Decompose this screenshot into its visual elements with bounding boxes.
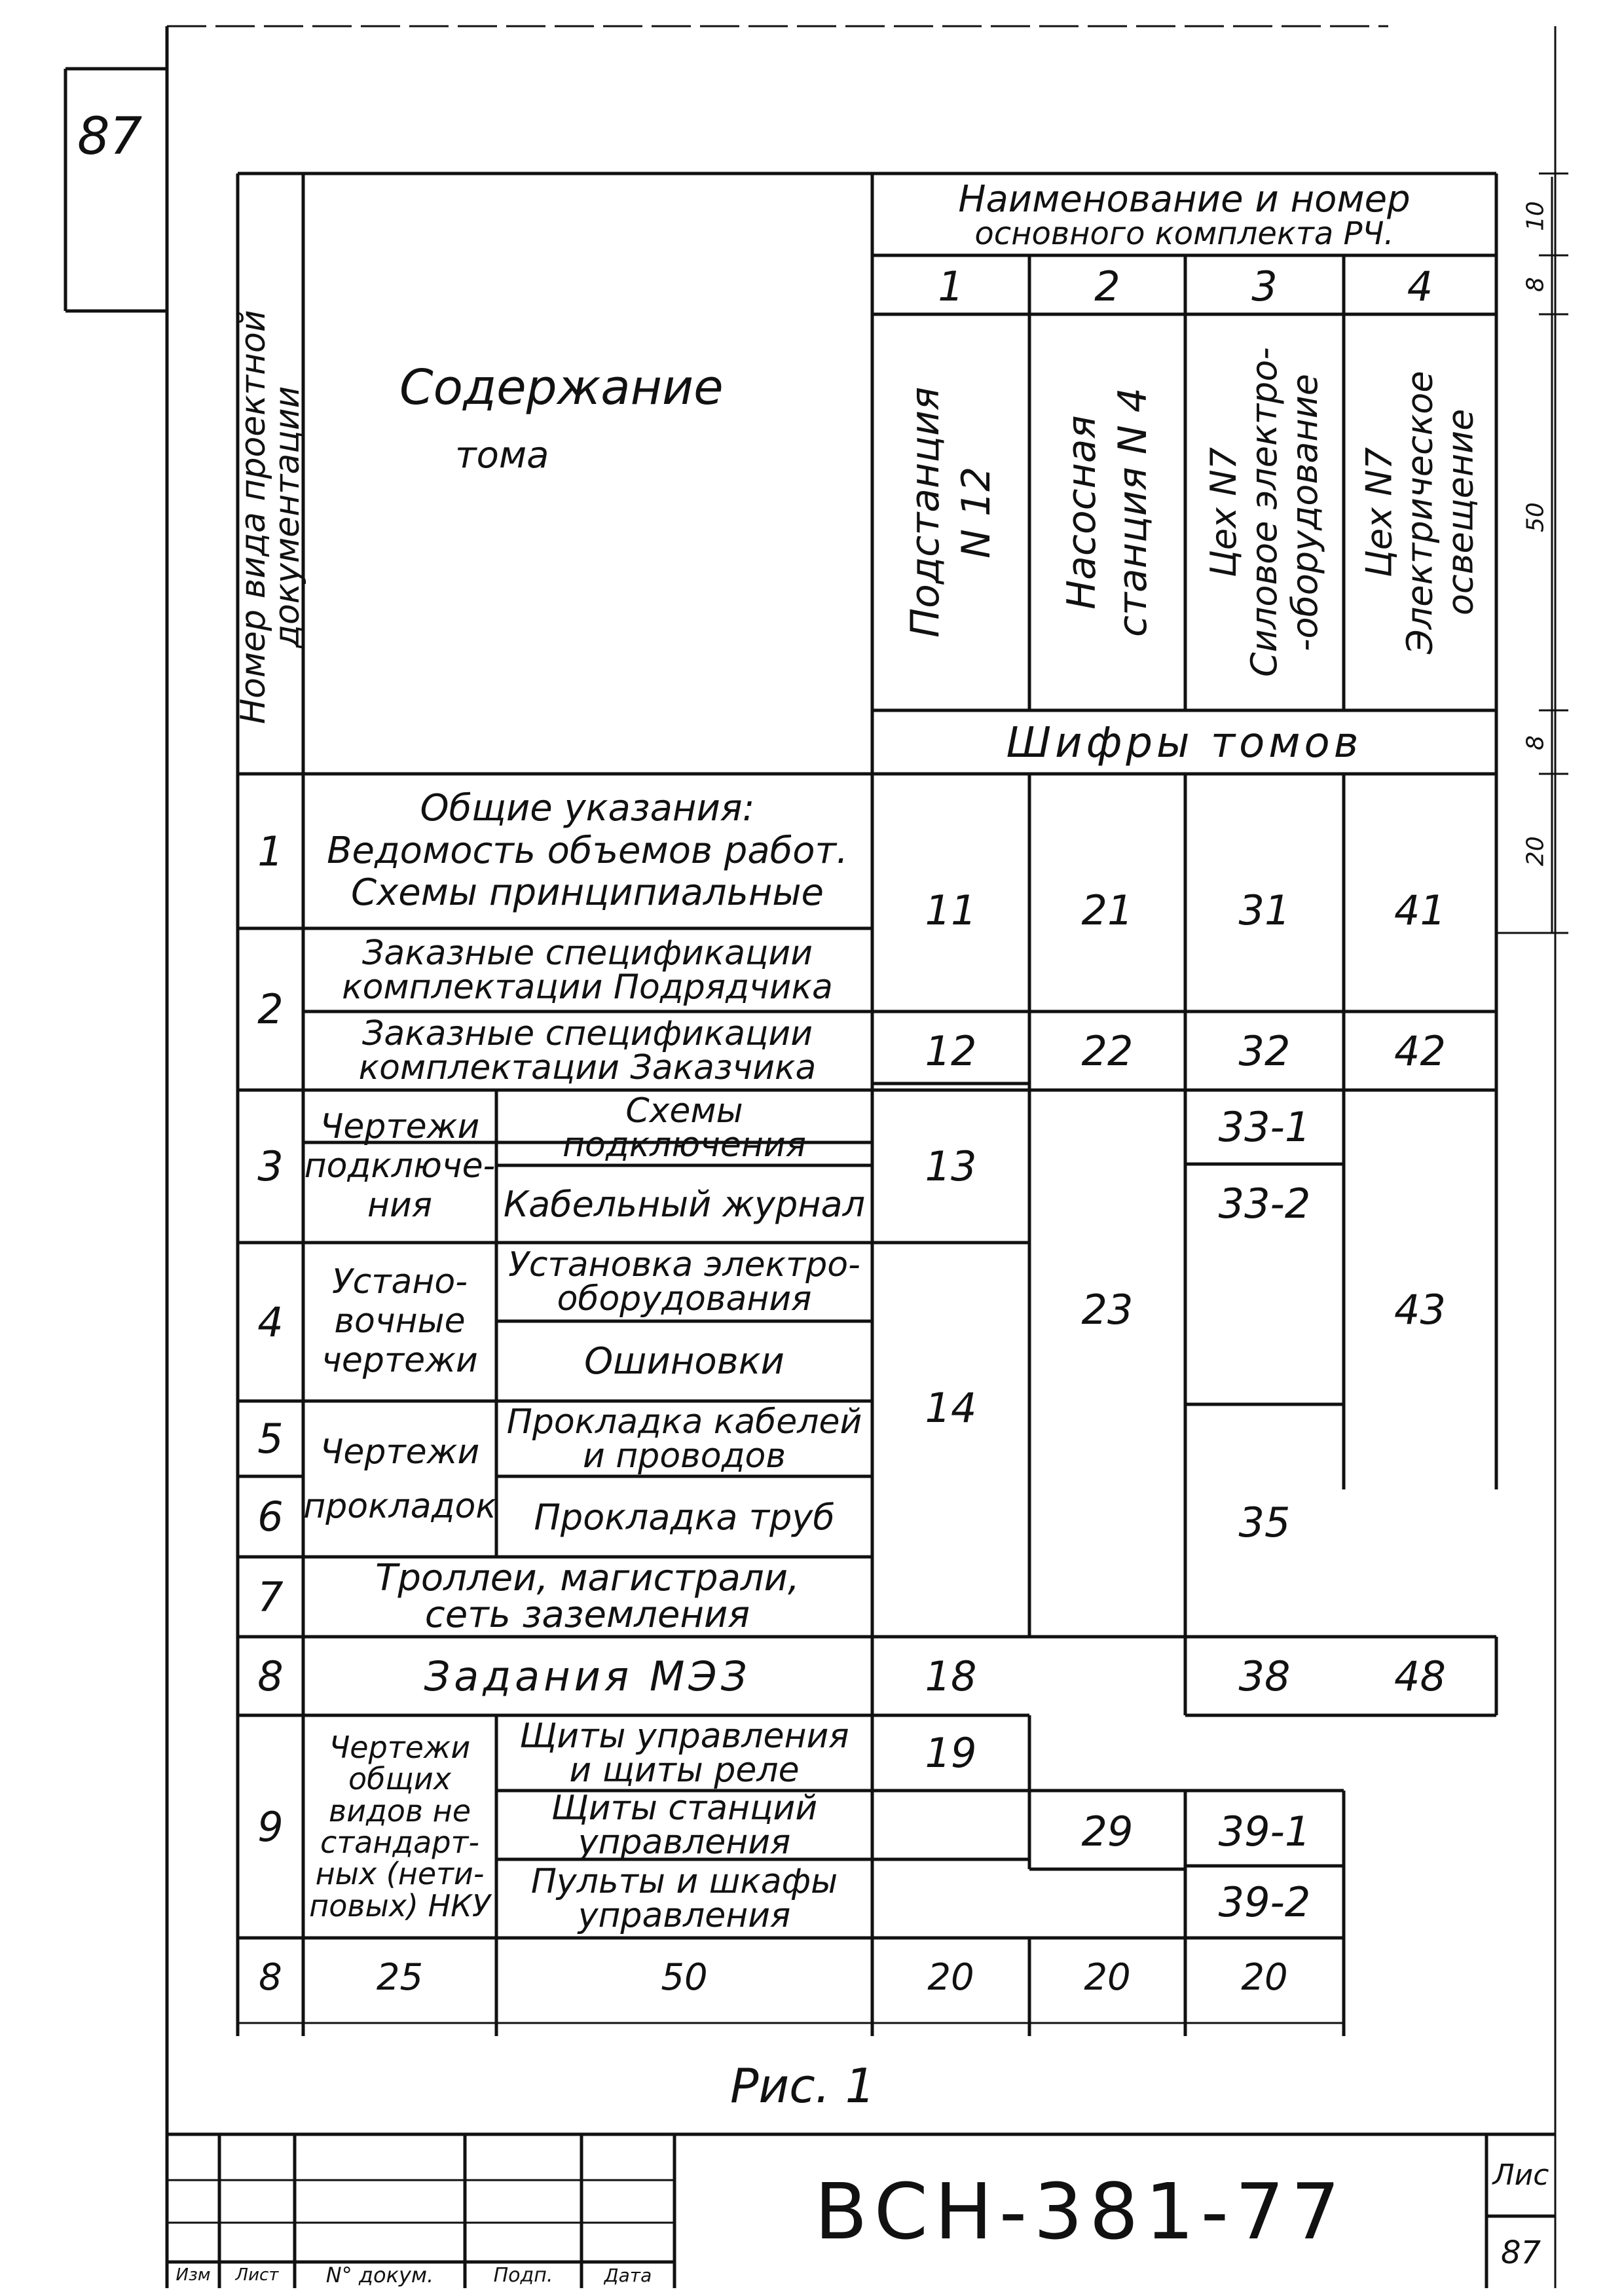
row-2a-line-2: комплектации Подрядчика: [342, 968, 833, 1007]
set-number-1: 1: [938, 263, 964, 310]
code-13: 13: [925, 1142, 977, 1190]
row-2b-line-1: Заказные спецификации: [362, 1014, 813, 1053]
dim-right-50: 50: [1522, 502, 1549, 532]
row-9-group-line-3: видов не: [328, 1793, 471, 1829]
dim-bottom-50: 50: [661, 1956, 708, 1999]
row-3-sub-1-line-1: Схемы: [625, 1091, 743, 1131]
row-8-text: Задания МЭЗ: [424, 1652, 751, 1700]
page-number: 87: [77, 107, 143, 166]
row-9-sub-2-line-2: управления: [578, 1823, 791, 1862]
content-label-2: тома: [455, 434, 549, 477]
row-7-num: 7: [257, 1573, 284, 1621]
group-title-line-2: основного комплекта РЧ.: [974, 215, 1394, 252]
row-9-sub-2: [496, 1789, 872, 1862]
code-48: 48: [1394, 1652, 1446, 1700]
row-8-num: 8: [257, 1652, 284, 1700]
code-39-2: 39-2: [1218, 1878, 1311, 1926]
set-2-line-1: Насосная: [1059, 415, 1105, 610]
code-23: 23: [1081, 1285, 1134, 1334]
row-9-sub-3-line-1: Пульты и шкафы: [530, 1862, 838, 1901]
row-9-sub-3: [496, 1861, 872, 1937]
code-18: 18: [925, 1652, 977, 1700]
set-name-1: [874, 318, 1027, 707]
dim-bottom-25: 25: [376, 1956, 424, 1999]
code-29: 29: [1081, 1808, 1134, 1855]
row-9-sub-1: [496, 1717, 872, 1790]
row-6-num: 6: [257, 1493, 284, 1540]
dim-bottom-20c: 20: [1241, 1956, 1288, 1999]
code-31: 31: [1238, 886, 1291, 934]
group-title: [872, 175, 1496, 255]
row-4-group: [303, 1244, 496, 1400]
code-22: 22: [1081, 1027, 1134, 1075]
set-name-2: [1031, 318, 1183, 707]
row-9-group-line-5: ных (нети-: [315, 1856, 485, 1892]
row-1-line-3: Схемы принципиальные: [350, 871, 824, 915]
dim-right-20: 20: [1522, 836, 1549, 866]
code-21: 21: [1081, 886, 1134, 934]
col-doc-type-line-1: Номер вида проектной: [234, 310, 273, 725]
set-1-line-2: N 12: [953, 466, 999, 558]
row-3-group-line-2: подключе-: [304, 1146, 496, 1186]
row-9-group-line-6: повых) НКУ: [309, 1887, 490, 1923]
sheet-label: Лис: [1492, 2158, 1549, 2192]
row-5-6-group: [303, 1404, 496, 1555]
set-number-4: 4: [1407, 263, 1433, 310]
set-number-2: 2: [1094, 263, 1120, 310]
content-label: Содержание: [399, 359, 724, 416]
row-3-sub-1: [496, 1092, 872, 1164]
row-3-sub-2: Кабельный журнал: [503, 1183, 866, 1225]
dim-right-10: 10: [1522, 201, 1549, 231]
row-6-group-label: прокладок: [303, 1487, 496, 1526]
row-9-group-line-2: общих: [348, 1761, 451, 1797]
row-2b-text: [305, 1013, 870, 1089]
set-3-line-2: Силовое электро-: [1243, 347, 1285, 678]
row-3-group-line-3: ния: [367, 1185, 433, 1225]
row-3-group-line-1: Чертежи: [320, 1107, 480, 1147]
row-4-group-line-3: чертежи: [322, 1340, 478, 1380]
row-9-sub-1-line-1: Щиты управления: [519, 1717, 849, 1756]
set-4-line-1: Цех N7: [1358, 446, 1400, 578]
row-5-sub-line-1: Прокладка кабелей: [506, 1402, 862, 1442]
row-9-group-line-1: Чертежи: [329, 1730, 471, 1766]
dim-bottom-20b: 20: [1084, 1956, 1131, 1999]
title-label-sign: Подп.: [493, 2263, 553, 2287]
set-2-line-2: станция N 4: [1110, 387, 1156, 638]
title-label-date: Дата: [604, 2264, 652, 2286]
row-7-text: [305, 1558, 870, 1635]
row-4-sub-1-line-1: Установка электро-: [508, 1245, 860, 1285]
code-42: 42: [1394, 1027, 1446, 1075]
code-41: 41: [1394, 886, 1446, 934]
code-39-1: 39-1: [1218, 1808, 1311, 1855]
row-9-sub-3-line-2: управления: [578, 1896, 791, 1935]
row-7-line-2: сеть заземления: [424, 1594, 750, 1636]
dim-bottom-8: 8: [259, 1956, 282, 1999]
set-4-line-2: Электрическое: [1399, 371, 1441, 654]
row-6-sub: Прокладка труб: [534, 1496, 835, 1538]
row-5-group-label: Чертежи: [320, 1432, 480, 1472]
code-43: 43: [1394, 1285, 1446, 1334]
row-2a-text: [305, 930, 870, 1011]
title-label-list: Лист: [235, 2265, 279, 2285]
dim-bottom-20a: 20: [927, 1956, 974, 1999]
row-7-line-1: Троллеи, магистрали,: [375, 1557, 800, 1599]
row-1-line-2: Ведомость объемов работ.: [327, 829, 848, 872]
code-32: 32: [1238, 1027, 1291, 1075]
row-9-group-line-4: стандарт-: [320, 1825, 479, 1860]
code-19: 19: [925, 1729, 977, 1777]
row-3-sub-1-line-2: подключения: [563, 1125, 806, 1165]
row-9-sub-2-line-1: Щиты станций: [551, 1789, 818, 1828]
code-11: 11: [925, 886, 977, 934]
row-4-sub-1-line-2: оборудования: [557, 1279, 812, 1319]
set-4-line-3: освещение: [1439, 409, 1481, 616]
set-3-line-1: Цех N7: [1202, 446, 1244, 578]
row-1-line-1: Общие указания:: [420, 787, 755, 830]
code-12: 12: [925, 1027, 977, 1075]
code-33-2: 33-2: [1218, 1179, 1311, 1228]
row-2-num: 2: [257, 985, 284, 1033]
row-3-group: [303, 1092, 496, 1241]
code-14: 14: [925, 1383, 977, 1432]
row-4-sub-2: Ошиновки: [584, 1339, 784, 1383]
code-33-1: 33-1: [1218, 1103, 1311, 1151]
ciphers-label: Шифры томов: [1006, 719, 1363, 767]
title-label-doc: N° докум.: [325, 2263, 434, 2287]
document-code: ВСН-381-77: [814, 2166, 1347, 2257]
row-5-sub-line-2: и проводов: [582, 1436, 786, 1476]
row-4-sub-1: [496, 1244, 872, 1320]
sheet-number: 87: [1500, 2234, 1541, 2271]
row-9-num: 9: [257, 1802, 284, 1851]
row-4-num: 4: [257, 1298, 284, 1346]
dim-right-8a: 8: [1522, 277, 1549, 293]
code-35: 35: [1238, 1498, 1291, 1546]
col-doc-type-line-2: документации: [268, 386, 307, 649]
code-38: 38: [1238, 1652, 1291, 1700]
row-2a-line-1: Заказные спецификации: [362, 934, 813, 973]
row-9-sub-1-line-2: и щиты реле: [569, 1751, 800, 1790]
dim-right-8b: 8: [1522, 735, 1549, 751]
row-3-num: 3: [257, 1142, 284, 1190]
row-4-group-line-2: вочные: [334, 1302, 466, 1341]
set-name-3: [1187, 318, 1342, 707]
set-3-line-3: -оборудование: [1284, 373, 1326, 651]
row-5-num: 5: [257, 1415, 284, 1463]
figure-caption: Рис. 1: [730, 2058, 876, 2113]
row-5-sub: [496, 1402, 872, 1476]
set-number-3: 3: [1251, 263, 1278, 310]
row-4-group-line-1: Устано-: [331, 1262, 468, 1302]
col-doc-type-label: [234, 262, 307, 773]
group-title-line-1: Наименование и номер: [958, 178, 1411, 221]
title-label-izm: Изм: [175, 2265, 211, 2285]
row-1-num: 1: [257, 827, 284, 875]
row-2b-line-2: комплектации Заказчика: [358, 1048, 817, 1087]
row-1-text: [305, 776, 870, 926]
set-1-line-1: Подстанция: [902, 386, 948, 638]
row-9-group: [303, 1717, 496, 1936]
set-name-4: [1346, 318, 1494, 707]
